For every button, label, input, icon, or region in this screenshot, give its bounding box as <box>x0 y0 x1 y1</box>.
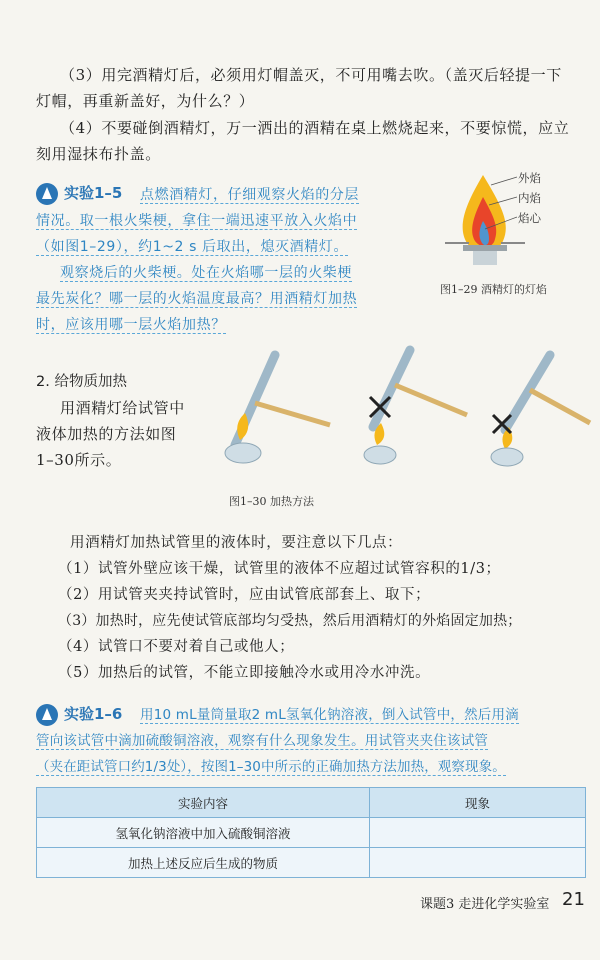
table-cell: 氢氧化钠溶液中加入硫酸铜溶液 <box>37 818 370 848</box>
rule-4-line1: （4）不要碰倒酒精灯，万一洒出的酒精在桌上燃烧起来，不要惊慌，应立 <box>60 119 570 137</box>
heating-setup-correct <box>225 355 330 463</box>
exp16-title: 实验1–6 <box>64 705 123 723</box>
section2-heading: 2. 给物质加热 <box>36 374 127 390</box>
rule-4-line2: 刻用湿抹布扑盖。 <box>36 145 161 163</box>
heating-methods-figure <box>205 345 595 475</box>
section2-line1: 用酒精灯给试管中 <box>60 399 185 417</box>
fig130-caption: 图1–30 加热方法 <box>229 495 314 508</box>
exp15-line4: 观察烧后的火柴梗。处在火焰哪一层的火柴梗 <box>60 265 352 281</box>
table-cell <box>370 818 586 848</box>
section2-line2: 液体加热的方法如图 <box>36 425 177 443</box>
section2-line3: 1–30所示。 <box>36 451 122 469</box>
exp15-line5: 最先炭化？哪一层的火焰温度最高？用酒精灯加热 <box>36 291 358 307</box>
flask-icon <box>36 183 58 205</box>
exp15-line2: 情况。取一根火柴梗，拿住一端迅速平放入火焰中 <box>36 213 358 229</box>
table-header-row <box>37 788 586 818</box>
exp16-line3: （夹在距试管口约1/3处），按图1–30中所示的正确加热方法加热，观察现象。 <box>36 759 506 775</box>
label-inner-flame: 内焰 <box>518 191 541 205</box>
table-row <box>37 848 586 878</box>
heating-setup-wrong-1 <box>364 350 467 464</box>
table-header-phenomenon: 现象 <box>370 788 586 818</box>
note-5: （5）加热后的试管，不能立即接触冷水或用冷水冲洗。 <box>58 665 431 681</box>
label-flame-core: 焰心 <box>518 211 541 225</box>
label-outer-flame: 外焰 <box>518 171 541 185</box>
table-cell <box>370 848 586 878</box>
table-header-content: 实验内容 <box>37 788 370 818</box>
fig129-caption: 图1–29 酒精灯的灯焰 <box>440 283 547 296</box>
note-3: （3）加热时，应先使试管底部均匀受热，然后用酒精灯的外焰固定加热； <box>58 613 522 629</box>
heating-setup-wrong-2 <box>491 355 590 466</box>
note-1: （1）试管外壁应该干燥，试管里的液体不应超过试管容积的1/3； <box>58 561 501 577</box>
exp16-heading <box>36 703 122 726</box>
footer-chapter: 课题3 走进化学实验室 <box>420 897 550 912</box>
note-2: （2）用试管夹夹持试管时，应由试管底部套上、取下； <box>58 587 431 603</box>
flame-figure <box>445 165 575 275</box>
table-cell: 加热上述反应后生成的物质 <box>37 848 370 878</box>
exp16-line2: 管向该试管中滴加硫酸铜溶液，观察有什么现象发生。用试管夹夹住该试管 <box>36 733 489 749</box>
exp15-title: 实验1–5 <box>64 184 123 202</box>
rule-3-line1: （3）用完酒精灯后，必须用灯帽盖灭，不可用嘴去吹。（盖灭后轻提一下 <box>60 66 562 84</box>
results-table <box>36 787 586 878</box>
exp15-line1: 点燃酒精灯，仔细观察火焰的分层 <box>140 187 359 203</box>
exp15-line3: （如图1–29），约1~2 s 后取出，熄灭酒精灯。 <box>36 239 349 255</box>
table-row <box>37 818 586 848</box>
exp15-heading <box>36 182 122 205</box>
rule-3-line2: 灯帽，再重新盖好，为什么？） <box>36 92 255 110</box>
notes-intro: 用酒精灯加热试管里的液体时，要注意以下几点： <box>70 535 403 551</box>
note-4: （4）试管口不要对着自己或他人； <box>58 639 295 655</box>
flask-icon <box>36 704 58 726</box>
exp15-line6: 时，应该用哪一层火焰加热？ <box>36 317 226 333</box>
page-number: 21 <box>562 889 585 910</box>
exp16-line1: 用10 mL量筒量取2 mL氢氧化钠溶液，倒入试管中，然后用滴 <box>140 707 519 723</box>
